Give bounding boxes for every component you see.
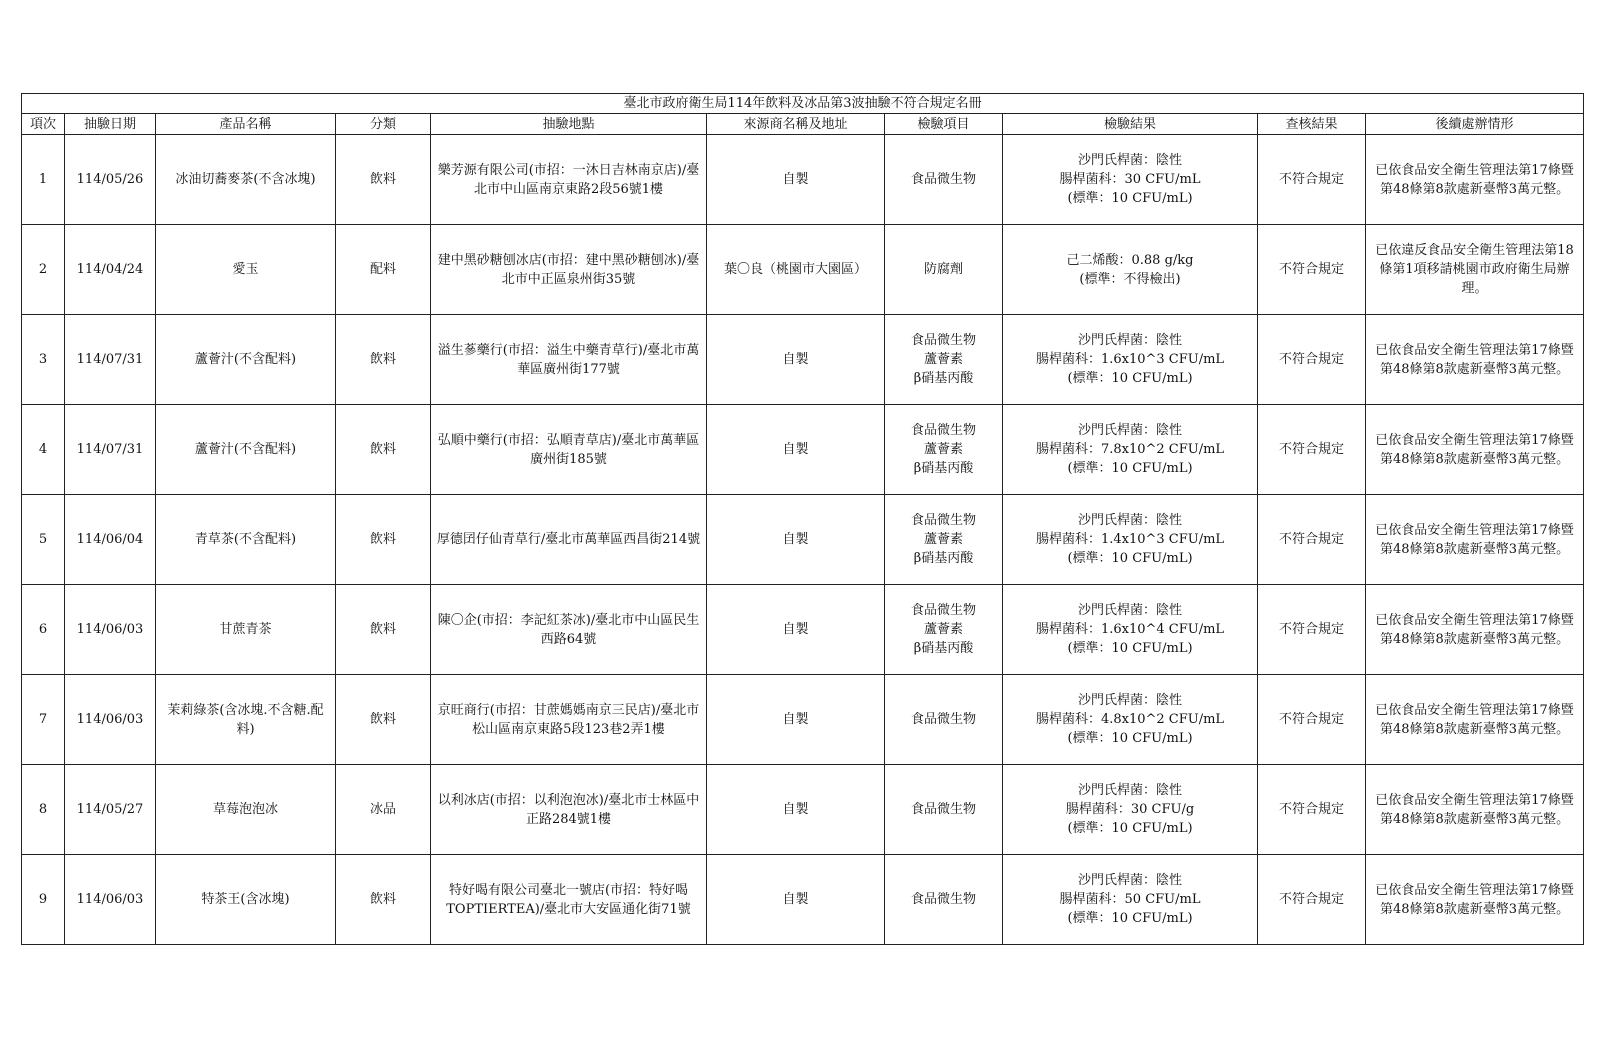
sample-date: 114/05/26 bbox=[65, 135, 156, 225]
column-header: 來源商名稱及地址 bbox=[707, 114, 885, 135]
follow-up-action: 已依食品安全衛生管理法第17條暨第48條第8款處新臺幣3萬元整。 bbox=[1366, 675, 1584, 765]
column-header: 分類 bbox=[336, 114, 431, 135]
test-items: 食品微生物 蘆薈素 β硝基丙酸 bbox=[885, 315, 1003, 405]
column-header: 後續處辦情形 bbox=[1366, 114, 1584, 135]
header-row bbox=[22, 114, 1584, 135]
audit-result: 不符合規定 bbox=[1258, 225, 1366, 315]
follow-up-action: 已依食品安全衛生管理法第17條暨第48條第8款處新臺幣3萬元整。 bbox=[1366, 855, 1584, 945]
product-name: 冰油切蕎麥茶(不含冰塊) bbox=[156, 135, 336, 225]
category: 冰品 bbox=[336, 765, 431, 855]
sampling-location: 以利冰店(市招：以利泡泡冰)/臺北市士林區中正路284號1樓 bbox=[431, 765, 707, 855]
noncompliance-table bbox=[21, 93, 1584, 945]
sample-date: 114/06/03 bbox=[65, 675, 156, 765]
category: 飲料 bbox=[336, 315, 431, 405]
source-vendor: 葉〇良（桃園市大園區） bbox=[707, 225, 885, 315]
column-header: 檢驗結果 bbox=[1003, 114, 1258, 135]
product-name: 青草茶(不含配料) bbox=[156, 495, 336, 585]
follow-up-action: 已依食品安全衛生管理法第17條暨第48條第8款處新臺幣3萬元整。 bbox=[1366, 765, 1584, 855]
source-vendor: 自製 bbox=[707, 135, 885, 225]
column-header: 查核結果 bbox=[1258, 114, 1366, 135]
test-result: 沙門氏桿菌：陰性 腸桿菌科：30 CFU/g (標準：10 CFU/mL) bbox=[1003, 765, 1258, 855]
category: 飲料 bbox=[336, 405, 431, 495]
sampling-location: 建中黑砂糖刨冰店(市招：建中黑砂糖刨冰)/臺北市中正區泉州街35號 bbox=[431, 225, 707, 315]
follow-up-action: 已依食品安全衛生管理法第17條暨第48條第8款處新臺幣3萬元整。 bbox=[1366, 135, 1584, 225]
sampling-location: 京旺商行(市招：甘蔗媽媽南京三民店)/臺北市松山區南京東路5段123巷2弄1樓 bbox=[431, 675, 707, 765]
row-number: 1 bbox=[22, 135, 65, 225]
test-items: 食品微生物 蘆薈素 β硝基丙酸 bbox=[885, 405, 1003, 495]
test-result: 沙門氏桿菌：陰性 腸桿菌科：7.8x10^2 CFU/mL (標準：10 CFU/mL) bbox=[1003, 405, 1258, 495]
sample-date: 114/04/24 bbox=[65, 225, 156, 315]
follow-up-action: 已依違反食品安全衛生管理法第18條第1項移請桃園市政府衛生局辦理。 bbox=[1366, 225, 1584, 315]
product-name: 特茶王(含冰塊) bbox=[156, 855, 336, 945]
follow-up-action: 已依食品安全衛生管理法第17條暨第48條第8款處新臺幣3萬元整。 bbox=[1366, 495, 1584, 585]
table-row bbox=[22, 855, 1584, 945]
sample-date: 114/05/27 bbox=[65, 765, 156, 855]
table-row bbox=[22, 495, 1584, 585]
test-result: 沙門氏桿菌：陰性 腸桿菌科：1.4x10^3 CFU/mL (標準：10 CFU/mL) bbox=[1003, 495, 1258, 585]
category: 飲料 bbox=[336, 495, 431, 585]
test-result: 沙門氏桿菌：陰性 腸桿菌科：30 CFU/mL (標準：10 CFU/mL) bbox=[1003, 135, 1258, 225]
audit-result: 不符合規定 bbox=[1258, 675, 1366, 765]
category: 飲料 bbox=[336, 675, 431, 765]
sampling-location: 特好喝有限公司臺北一號店(市招：特好喝TOPTIERTEA)/臺北市大安區通化街71號 bbox=[431, 855, 707, 945]
audit-result: 不符合規定 bbox=[1258, 855, 1366, 945]
source-vendor: 自製 bbox=[707, 495, 885, 585]
audit-result: 不符合規定 bbox=[1258, 765, 1366, 855]
table-row bbox=[22, 765, 1584, 855]
column-header: 檢驗項目 bbox=[885, 114, 1003, 135]
product-name: 草莓泡泡冰 bbox=[156, 765, 336, 855]
column-header: 項次 bbox=[22, 114, 65, 135]
category: 飲料 bbox=[336, 585, 431, 675]
sample-date: 114/07/31 bbox=[65, 315, 156, 405]
row-number: 3 bbox=[22, 315, 65, 405]
test-items: 食品微生物 bbox=[885, 765, 1003, 855]
table-title: 臺北市政府衛生局114年飲料及冰品第3波抽驗不符合規定名冊 bbox=[22, 94, 1584, 114]
test-items: 食品微生物 bbox=[885, 855, 1003, 945]
column-header: 抽驗日期 bbox=[65, 114, 156, 135]
column-header: 抽驗地點 bbox=[431, 114, 707, 135]
table-body bbox=[22, 135, 1584, 945]
table-row bbox=[22, 225, 1584, 315]
row-number: 4 bbox=[22, 405, 65, 495]
test-items: 食品微生物 bbox=[885, 135, 1003, 225]
source-vendor: 自製 bbox=[707, 315, 885, 405]
test-result: 己二烯酸：0.88 g/kg (標準：不得檢出) bbox=[1003, 225, 1258, 315]
product-name: 蘆薈汁(不含配料) bbox=[156, 405, 336, 495]
table-row bbox=[22, 405, 1584, 495]
source-vendor: 自製 bbox=[707, 765, 885, 855]
product-name: 蘆薈汁(不含配料) bbox=[156, 315, 336, 405]
sampling-location: 陳〇企(市招：李記紅茶冰)/臺北市中山區民生西路64號 bbox=[431, 585, 707, 675]
table-row bbox=[22, 315, 1584, 405]
audit-result: 不符合規定 bbox=[1258, 495, 1366, 585]
follow-up-action: 已依食品安全衛生管理法第17條暨第48條第8款處新臺幣3萬元整。 bbox=[1366, 585, 1584, 675]
test-result: 沙門氏桿菌：陰性 腸桿菌科：50 CFU/mL (標準：10 CFU/mL) bbox=[1003, 855, 1258, 945]
audit-result: 不符合規定 bbox=[1258, 585, 1366, 675]
test-result: 沙門氏桿菌：陰性 腸桿菌科：1.6x10^3 CFU/mL (標準：10 CFU/mL) bbox=[1003, 315, 1258, 405]
source-vendor: 自製 bbox=[707, 675, 885, 765]
audit-result: 不符合規定 bbox=[1258, 405, 1366, 495]
category: 飲料 bbox=[336, 135, 431, 225]
sampling-location: 溢生蔘藥行(市招：溢生中藥青草行)/臺北市萬華區廣州街177號 bbox=[431, 315, 707, 405]
test-items: 食品微生物 bbox=[885, 675, 1003, 765]
category: 飲料 bbox=[336, 855, 431, 945]
product-name: 甘蔗青茶 bbox=[156, 585, 336, 675]
source-vendor: 自製 bbox=[707, 585, 885, 675]
row-number: 8 bbox=[22, 765, 65, 855]
row-number: 5 bbox=[22, 495, 65, 585]
test-result: 沙門氏桿菌：陰性 腸桿菌科：1.6x10^4 CFU/mL (標準：10 CFU/mL) bbox=[1003, 585, 1258, 675]
sample-date: 114/07/31 bbox=[65, 405, 156, 495]
source-vendor: 自製 bbox=[707, 855, 885, 945]
row-number: 9 bbox=[22, 855, 65, 945]
sample-date: 114/06/04 bbox=[65, 495, 156, 585]
row-number: 6 bbox=[22, 585, 65, 675]
test-result: 沙門氏桿菌：陰性 腸桿菌科：4.8x10^2 CFU/mL (標準：10 CFU/mL) bbox=[1003, 675, 1258, 765]
table-row bbox=[22, 585, 1584, 675]
table-row bbox=[22, 675, 1584, 765]
source-vendor: 自製 bbox=[707, 405, 885, 495]
sample-date: 114/06/03 bbox=[65, 855, 156, 945]
audit-result: 不符合規定 bbox=[1258, 135, 1366, 225]
row-number: 2 bbox=[22, 225, 65, 315]
follow-up-action: 已依食品安全衛生管理法第17條暨第48條第8款處新臺幣3萬元整。 bbox=[1366, 315, 1584, 405]
product-name: 愛玉 bbox=[156, 225, 336, 315]
sampling-location: 弘順中藥行(市招：弘順青草店)/臺北市萬華區廣州街185號 bbox=[431, 405, 707, 495]
test-items: 食品微生物 蘆薈素 β硝基丙酸 bbox=[885, 585, 1003, 675]
table-row bbox=[22, 135, 1584, 225]
test-items: 防腐劑 bbox=[885, 225, 1003, 315]
category: 配料 bbox=[336, 225, 431, 315]
row-number: 7 bbox=[22, 675, 65, 765]
sampling-location: 樂芳源有限公司(市招：一沐日吉林南京店)/臺北市中山區南京東路2段56號1樓 bbox=[431, 135, 707, 225]
follow-up-action: 已依食品安全衛生管理法第17條暨第48條第8款處新臺幣3萬元整。 bbox=[1366, 405, 1584, 495]
sampling-location: 厚德囝仔仙青草行/臺北市萬華區西昌街214號 bbox=[431, 495, 707, 585]
product-name: 茉莉綠茶(含冰塊.不含糖.配料) bbox=[156, 675, 336, 765]
column-header: 產品名稱 bbox=[156, 114, 336, 135]
audit-result: 不符合規定 bbox=[1258, 315, 1366, 405]
sample-date: 114/06/03 bbox=[65, 585, 156, 675]
test-items: 食品微生物 蘆薈素 β硝基丙酸 bbox=[885, 495, 1003, 585]
